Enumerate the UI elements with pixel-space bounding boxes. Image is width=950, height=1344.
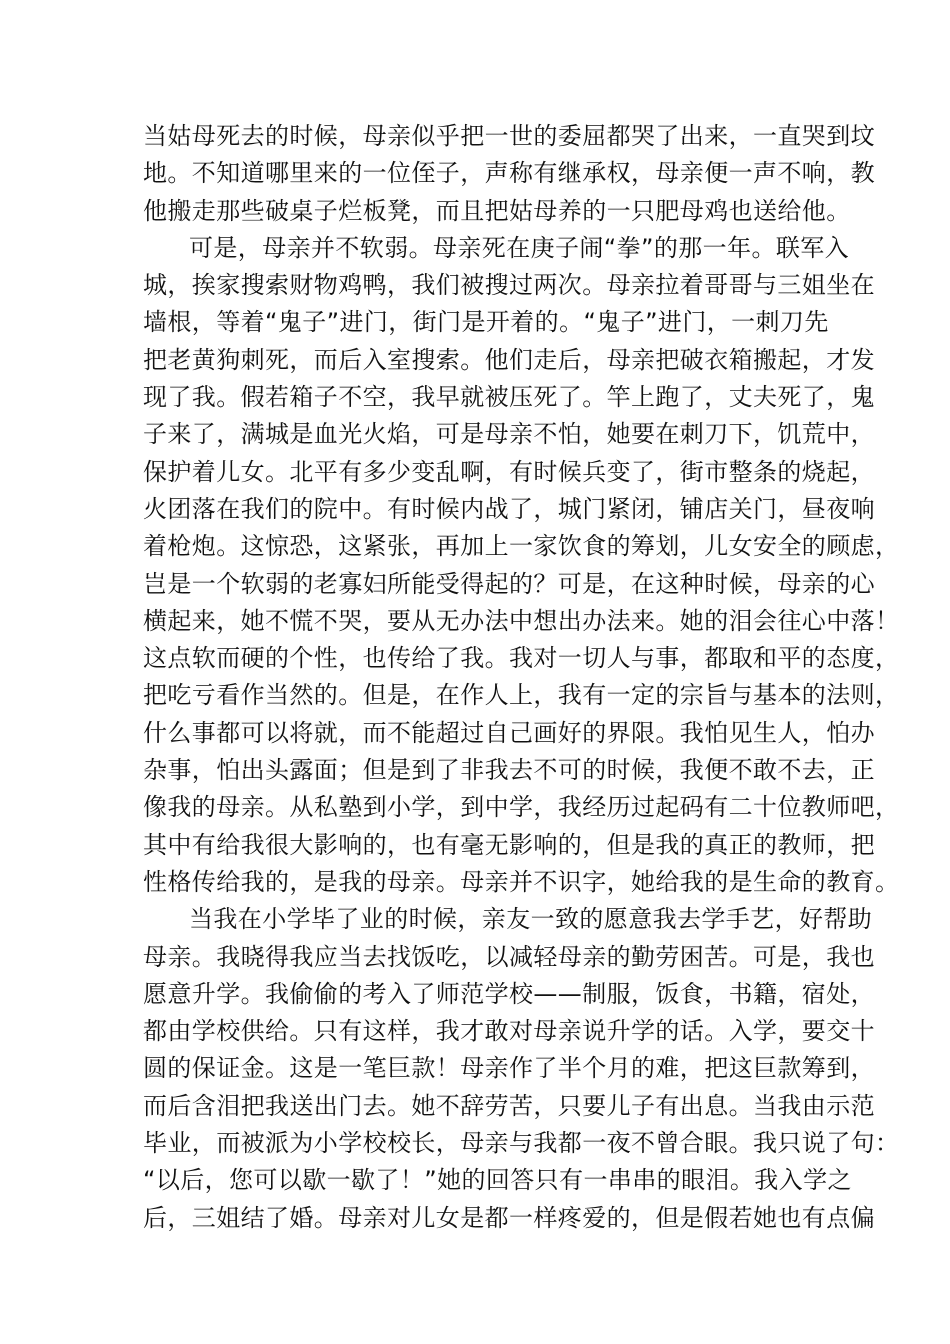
text-line: 母亲。我晓得我应当去找饭吃，以减轻母亲的勤劳困苦。可是，我也	[143, 942, 875, 971]
text-line: 像我的母亲。从私塾到小学，到中学，我经历过起码有二十位教师吧，	[143, 793, 900, 822]
text-line: 圆的保证金。这是一笔巨款！母亲作了半个月的难，把这巨款筹到，	[143, 1054, 875, 1083]
text-line: 横起来，她不慌不哭，要从无办法中想出办法来。她的泪会往心中落！	[143, 606, 900, 635]
text-line: 当姑母死去的时候，母亲似乎把一世的委屈都哭了出来，一直哭到坟	[143, 122, 875, 150]
text-line: 他搬走那些破桌子烂板凳，而且把姑母养的一只肥母鸡也送给他。	[143, 196, 851, 225]
text-line: 都由学校供给。只有这样，我才敢对母亲说升学的话。入学，要交十	[143, 1017, 875, 1046]
text-line: 什么事都可以将就，而不能超过自己画好的界限。我怕见生人，怕办	[143, 718, 875, 747]
text-line: 其中有给我很大影响的，也有毫无影响的，但是我的真正的教师，把	[143, 830, 875, 859]
text-line: 城，挨家搜索财物鸡鸭，我们被搜过两次。母亲拉着哥哥与三姐坐在	[143, 271, 875, 300]
text-line: 这点软而硬的个性，也传给了我。我对一切人与事，都取和平的态度，	[143, 644, 900, 673]
body-text	[143, 118, 900, 1237]
text-line: 毕业，而被派为小学校校长，母亲与我都一夜不曾合眼。我只说了句：	[143, 1129, 900, 1158]
paragraph-start-line: 可是，母亲并不软弱。母亲死在庚子闹“拳”的那一年。联军入	[189, 233, 850, 262]
text-line: 墙根，等着“鬼子”进门，街门是开着的。“鬼子”进门，一刺刀先	[143, 308, 829, 337]
text-line: 子来了，满城是血光火焰，可是母亲不怕，她要在刺刀下，饥荒中，	[143, 420, 875, 449]
paragraph-start-line: 当我在小学毕了业的时候，亲友一致的愿意我去学手艺，好帮助	[189, 905, 873, 934]
text-line: 现了我。假若箱子不空，我早就被压死了。竿上跑了，丈夫死了，鬼	[143, 383, 875, 412]
text-line: 保护着儿女。北平有多少变乱啊，有时候兵变了，街市整条的烧起，	[143, 457, 875, 486]
text-line: 后，三姐结了婚。母亲对儿女是都一样疼爱的，但是假若她也有点偏	[143, 1203, 875, 1232]
text-line: 把老黄狗刺死，而后入室搜索。他们走后，母亲把破衣箱搬起，才发	[143, 345, 875, 374]
text-line: 岂是一个软弱的老寡妇所能受得起的？可是，在这种时候，母亲的心	[143, 569, 875, 598]
text-line: 杂事，怕出头露面；但是到了非我去不可的时候，我便不敢不去，正	[143, 756, 875, 785]
text-line: 着枪炮。这惊恐，这紧张，再加上一家饮食的筹划，儿女安全的顾虑，	[143, 532, 900, 561]
text-line: 愿意升学。我偷偷的考入了师范学校——制服，饭食，书籍，宿处，	[143, 979, 875, 1008]
text-line: 而后含泪把我送出门去。她不辞劳苦，只要儿子有出息。当我由示范	[143, 1091, 875, 1120]
text-line: “以后，您可以歇一歇了！”她的回答只有一串串的眼泪。我入学之	[143, 1166, 852, 1195]
text-line: 火团落在我们的院中。有时候内战了，城门紧闭，铺店关门，昼夜响	[143, 494, 875, 523]
text-line: 把吃亏看作当然的。但是，在作人上，我有一定的宗旨与基本的法则，	[143, 681, 900, 710]
text-line: 性格传给我的，是我的母亲。母亲并不识字，她给我的是生命的教育。	[143, 867, 900, 896]
text-line: 地。不知道哪里来的一位侄子，声称有继承权，母亲便一声不响，教	[143, 159, 875, 188]
